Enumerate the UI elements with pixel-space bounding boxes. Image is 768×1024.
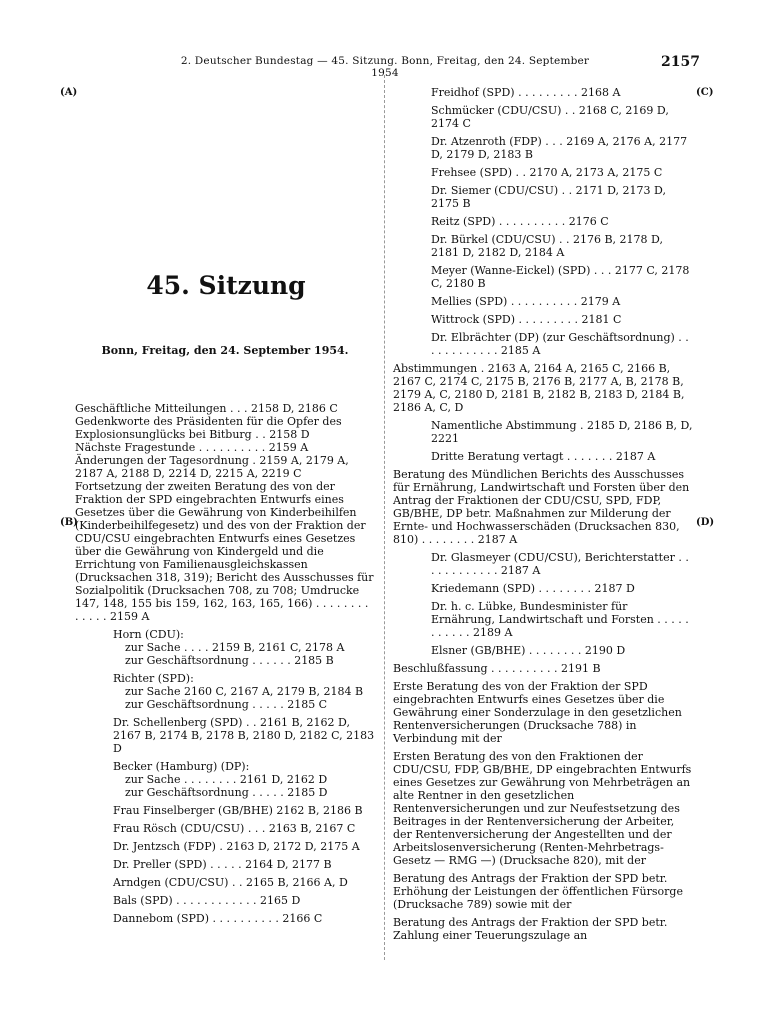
speaker-entry: Meyer (Wanne-Eickel) (SPD) . . . 2177 C, 2178 C, 2180 B [431, 264, 690, 290]
speaker-subentry: zur Sache . . . . 2159 B, 2161 C, 2178 A [125, 641, 345, 654]
speaker-entry: Reitz (SPD) . . . . . . . . . . 2176 C [431, 215, 609, 228]
index-entry: Fortsetzung der zweiten Beratung des von der Fraktion der SPD eingebrachten Entwurfs eines Gesetzes über die Gewährung von Kinderbeihilfen (Kinderbeihilfegesetz) und des von der Fraktion der CDU/CSU eingebrachten Entwurfs eines Gesetzes über die Gewährung von Kindergeld und die Errichtung von Familienausgleichskassen (Drucksachen 318, 319); Bericht des Ausschusses für Sozialpolitik (Drucksachen 708, zu 708; Umdrucke 147, 148, 155 bis 159, 162, 163, 165, 166) . . . . . . . . . . . . . 2159 A [75, 480, 374, 623]
running-header: 2. Deutscher Bundestag — 45. Sitzung. Bonn, Freitag, den 24. September 1954 [180, 55, 590, 79]
index-entry: Ersten Beratung des von den Fraktionen der CDU/CSU, FDP, GB/BHE, DP eingebrachten Entwurfs eines Gesetzes zur Gewährung von Mehrbeträgen an alte Rentner in den gesetzlichen Rentenversicherungen und zur Neufestsetzung des Beitrages in der Rentenversicherung der Arbeiter, der Rentenversicherung der Angestellten und der Arbeitslosenversicherung (Renten-Mehrbetrags-Gesetz — RMG —) (Drucksache 820), mit der [393, 750, 692, 867]
speaker-entry: Dr. h. c. Lübke, Bundesminister für Ernährung, Landwirtschaft und Forsten . . . . . . . . . . . 2189 A [431, 600, 689, 639]
index-entry: Beratung des Mündlichen Berichts des Ausschusses für Ernährung, Landwirtschaft und Forsten über den Antrag der Fraktionen der CDU/CSU, SPD, FDP, GB/BHE, DP betr. Maßnahmen zur Milderung der Ernte- und Hochwasserschäden (Drucksachen 830, 810) . . . . . . . . 2187 A [393, 468, 690, 546]
index-entry: Beratung des Antrags der Fraktion der SPD betr. Erhöhung der Leistungen der öffentlichen Fürsorge (Drucksache 789) sowie mit der [393, 872, 683, 911]
speaker-entry: Richter (SPD): [113, 672, 194, 685]
index-entry: Abstimmungen . 2163 A, 2164 A, 2165 C, 2166 B, 2167 C, 2174 C, 2175 B, 2176 B, 2177 A, B, 2178 B, 2179 A, C, 2180 D, 2181 B, 2182 B, 2183 D, 2184 B, 2186 A, C, D [393, 362, 685, 414]
column-divider [384, 75, 385, 960]
speaker-entry: Horn (CDU): [113, 628, 184, 641]
margin-mark-b: (B) [60, 517, 78, 528]
margin-mark-a: (A) [60, 87, 78, 98]
index-entry: Dritte Beratung vertagt . . . . . . . 2187 A [431, 450, 656, 463]
speaker-entry: Freidhof (SPD) . . . . . . . . . 2168 A [431, 86, 621, 99]
speaker-entry: Arndgen (CDU/CSU) . . 2165 B, 2166 A, D [113, 876, 348, 889]
right-column [393, 86, 693, 942]
index-entry: Gedenkworte des Präsidenten für die Opfer des Explosionsunglücks bei Bitburg . . 2158 D [75, 415, 342, 441]
speaker-entry: Mellies (SPD) . . . . . . . . . . 2179 A [431, 295, 621, 308]
speaker-entry: Bals (SPD) . . . . . . . . . . . . 2165 D [113, 894, 301, 907]
speaker-entry: Dr. Bürkel (CDU/CSU) . . 2176 B, 2178 D, 2181 D, 2182 D, 2184 A [431, 233, 663, 259]
speaker-entry: Becker (Hamburg) (DP): [113, 760, 250, 773]
index-entry: Änderungen der Tagesordnung . 2159 A, 2179 A, 2187 A, 2188 D, 2214 D, 2215 A, 2219 C [75, 454, 349, 480]
index-entry: Beratung des Antrags der Fraktion der SPD betr. Zahlung einer Teuerungszulage an [393, 916, 668, 942]
speaker-entry: Dr. Schellenberg (SPD) . . 2161 B, 2162 D, 2167 B, 2174 B, 2178 B, 2180 D, 2182 C, 2183 D [113, 716, 375, 755]
speaker-entry: Dr. Siemer (CDU/CSU) . . 2171 D, 2173 D, 2175 B [431, 184, 666, 210]
page-number: 2157 [661, 54, 700, 70]
speaker-entry: Frau Rösch (CDU/CSU) . . . 2163 B, 2167 C [113, 822, 356, 835]
speaker-entry: Dr. Jentzsch (FDP) . 2163 D, 2172 D, 2175 A [113, 840, 360, 853]
speaker-entry: Namentliche Abstimmung . 2185 D, 2186 B, D, 2221 [431, 419, 693, 445]
margin-mark-c: (C) [696, 87, 714, 98]
speaker-entry: Wittrock (SPD) . . . . . . . . . 2181 C [431, 313, 622, 326]
speaker-subentry: zur Geschäftsordnung . . . . . . 2185 B [125, 654, 334, 667]
speaker-entry: Dr. Elbrächter (DP) (zur Geschäftsordnung) . . . . . . . . . . . . 2185 A [431, 331, 689, 357]
speaker-entry: Frau Finselberger (GB/BHE) 2162 B, 2186 B [113, 804, 363, 817]
margin-mark-d: (D) [696, 517, 715, 528]
speaker-subentry: zur Sache 2160 C, 2167 A, 2179 B, 2184 B [125, 685, 364, 698]
speaker-entry: Dr. Glasmeyer (CDU/CSU), Berichterstatter . . . . . . . . . . . . 2187 A [431, 551, 689, 577]
speaker-entry: Elsner (GB/BHE) . . . . . . . . 2190 D [431, 644, 626, 657]
speaker-subentry: zur Geschäftsordnung . . . . . 2185 C [125, 698, 328, 711]
speaker-entry: Kriedemann (SPD) . . . . . . . . 2187 D [431, 582, 635, 595]
speaker-subentry: zur Sache . . . . . . . . 2161 D, 2162 D [125, 773, 328, 786]
session-date: Bonn, Freitag, den 24. September 1954. [101, 344, 349, 357]
speaker-entry: Dannebom (SPD) . . . . . . . . . . 2166 C [113, 912, 323, 925]
speaker-subentry: zur Geschäftsordnung . . . . . 2185 D [125, 786, 328, 799]
index-entry: Erste Beratung des von der Fraktion der SPD eingebrachten Entwurfs eines Gesetzes über die Gewährung einer Sonderzulage in den gesetzlichen Rentenversicherungen (Drucksache 788) in Verbindung mit der [393, 680, 682, 745]
speaker-entry: Dr. Preller (SPD) . . . . . 2164 D, 2177 B [113, 858, 332, 871]
index-entry: Beschlußfassung . . . . . . . . . . 2191 B [393, 662, 601, 675]
index-entry: Nächste Fragestunde . . . . . . . . . . 2159 A [75, 441, 309, 454]
index-entry: Geschäftliche Mitteilungen . . . 2158 D, 2186 C [75, 402, 338, 415]
session-title: 45. Sitzung [146, 271, 306, 300]
speaker-entry: Schmücker (CDU/CSU) . . 2168 C, 2169 D, 2174 C [431, 104, 669, 130]
left-column [75, 402, 375, 925]
speaker-entry: Frehsee (SPD) . . 2170 A, 2173 A, 2175 C [431, 166, 663, 179]
speaker-entry: Dr. Atzenroth (FDP) . . . 2169 A, 2176 A, 2177 D, 2179 D, 2183 B [431, 135, 688, 161]
